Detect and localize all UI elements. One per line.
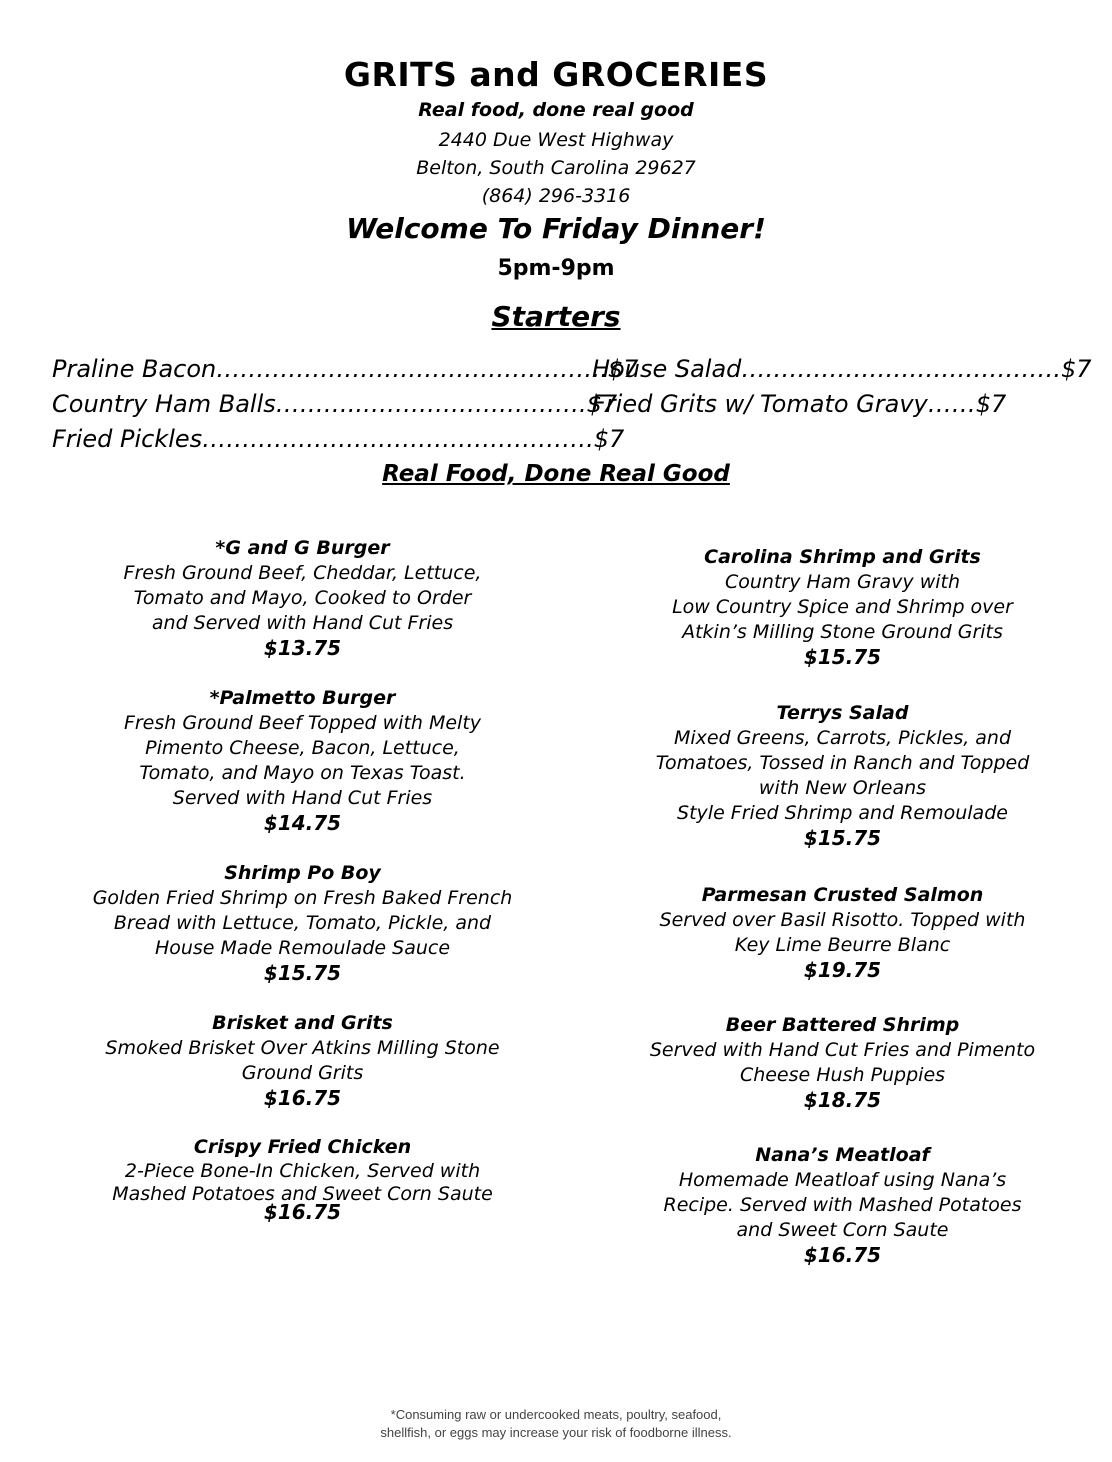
restaurant-title: GRITS and GROCERIES — [343, 55, 769, 94]
menu-item — [590, 883, 1095, 1013]
starters-heading: Starters — [491, 300, 621, 333]
dish-description: Fresh Ground Beef Topped with Melty Pimento Cheese, Bacon, Lettuce, Tomato, and Mayo on Texas Toast. Served with Hand Cut Fries — [123, 712, 482, 809]
dish-description: Country Ham Gravy with Low Country Spice and Shrimp over Atkin’s Milling Stone Ground Grits — [672, 571, 1013, 643]
starter-item: Praline Bacon………………………………………….$7 — [52, 355, 639, 383]
menu-item — [50, 1135, 555, 1285]
dish-name: *G and G Burger — [215, 537, 390, 559]
mains-heading: Real Food, Done Real Good — [382, 461, 730, 487]
dish-name: Terrys Salad — [776, 702, 909, 724]
starter-item: Country Ham Balls………..……………………….$7 — [52, 390, 618, 418]
dish-description: Mixed Greens, Carrots, Pickles, and Tomatoes, Tossed in Ranch and Topped with New Orleans Style Fried Shrimp and Remoulade — [655, 727, 1030, 824]
dish-name: Crispy Fried Chicken — [193, 1136, 412, 1158]
dinner-hours: 5pm-9pm — [497, 256, 615, 281]
dish-name: Nana’s Meatloaf — [755, 1144, 930, 1166]
dish-price: $16.75 — [803, 1243, 882, 1267]
menu-item — [590, 1013, 1095, 1143]
dish-name: *Palmetto Burger — [209, 687, 396, 709]
starter-item: Fried Pickles………………………………………….$7 — [52, 425, 625, 453]
dish-name: Shrimp Po Boy — [224, 862, 381, 884]
dish-description: Served over Basil Risotto. Topped with Key Lime Beurre Blanc — [659, 909, 1026, 956]
address-line-1: 2440 Due West Highway — [438, 129, 674, 151]
dish-name: Carolina Shrimp and Grits — [704, 546, 981, 568]
tagline: Real food, done real good — [418, 99, 694, 121]
mains-right-column — [590, 545, 1095, 1268]
welcome-heading: Welcome To Friday Dinner! — [346, 212, 766, 245]
dish-price: $16.75 — [263, 1200, 342, 1224]
dish-description: Fresh Ground Beef, Cheddar, Lettuce, Tomato and Mayo, Cooked to Order and Served with Hand Cut Fries — [123, 562, 482, 634]
menu-item — [50, 686, 555, 861]
starters-right-column — [592, 352, 1092, 422]
dish-price: $15.75 — [803, 826, 882, 850]
dish-description: Served with Hand Cut Fries and Pimento Cheese Hush Puppies — [649, 1039, 1036, 1086]
dish-name: Parmesan Crusted Salmon — [701, 884, 984, 906]
menu-item — [50, 536, 555, 686]
dish-description: Smoked Brisket Over Atkins Milling Stone Ground Grits — [105, 1037, 500, 1084]
dish-description: Homemade Meatloaf using Nana’s Recipe. Served with Mashed Potatoes and Sweet Corn Saute — [663, 1169, 1022, 1241]
dish-description: Golden Fried Shrimp on Fresh Baked French Bread with Lettuce, Tomato, Pickle, and House Made Remoulade Sauce — [92, 887, 513, 959]
phone-number: (864) 296-3316 — [481, 185, 631, 207]
dish-price: $15.75 — [263, 961, 342, 985]
dish-price: $16.75 — [263, 1086, 342, 1110]
menu-item — [50, 1011, 555, 1135]
dish-price: $14.75 — [263, 811, 342, 835]
menu-item — [50, 861, 555, 1011]
dish-name: Beer Battered Shrimp — [725, 1014, 960, 1036]
mains-left-column — [50, 536, 555, 1285]
address-line-2: Belton, South Carolina 29627 — [416, 157, 696, 179]
starters-left-column — [52, 352, 638, 457]
dish-price: $19.75 — [803, 958, 882, 982]
starter-item: Fried Grits w/ Tomato Gravy……$7 — [592, 390, 1007, 418]
menu-item — [590, 545, 1095, 701]
foodborne-illness-disclaimer: *Consuming raw or undercooked meats, poultry, seafood, shellfish, or eggs may increase your risk of foodborne illness. — [380, 1407, 732, 1440]
dish-price: $15.75 — [803, 645, 882, 669]
menu-item — [590, 1143, 1095, 1268]
starter-item: House Salad………………………………….$7 — [592, 355, 1092, 383]
dish-price: $13.75 — [263, 636, 342, 660]
menu-item — [590, 701, 1095, 883]
dish-description: 2-Piece Bone-In Chicken, Served with Mashed Potatoes and Sweet Corn Saute — [112, 1160, 493, 1205]
dish-price: $18.75 — [803, 1088, 882, 1112]
dish-name: Brisket and Grits — [212, 1012, 393, 1034]
